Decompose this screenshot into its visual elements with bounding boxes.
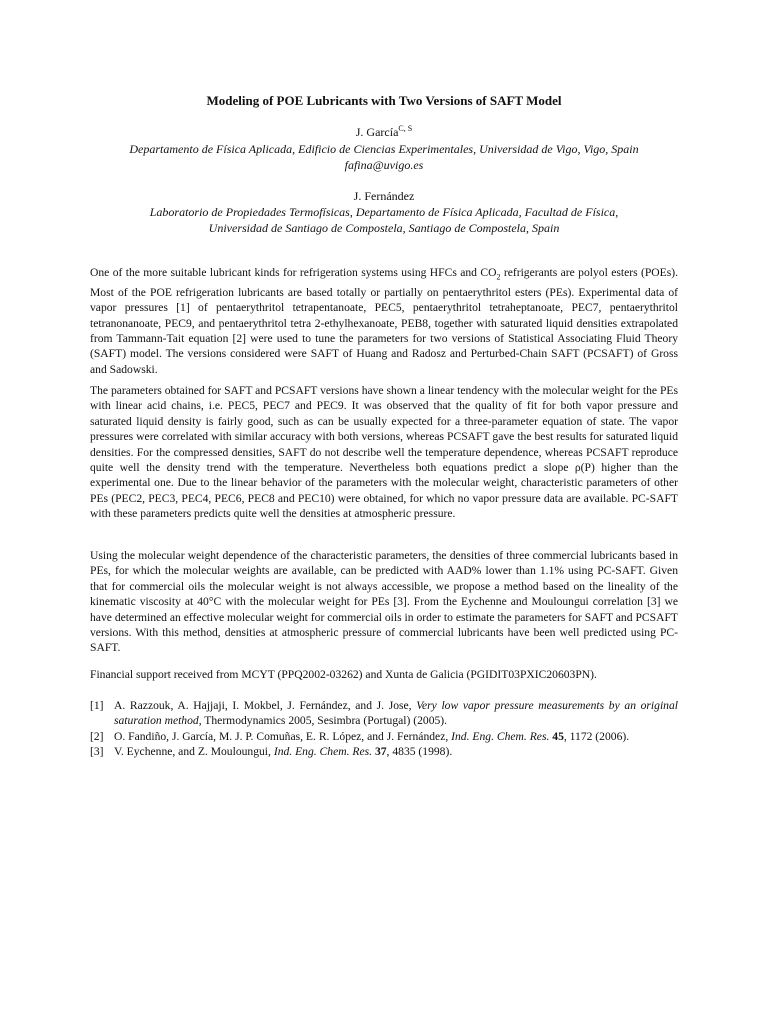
reference-text: O. Fandiño, J. García, M. J. P. Comuñas, E. R. López, and J. Fernández, Ind. Eng. Chem. Res. 45, 1172 (2006).: [114, 729, 630, 743]
paragraph-2-text: The parameters obtained for SAFT and PCSAFT versions have shown a linear tendency with the molecular weight for the PEs with linear acid chains, i.e. PEC5, PEC7 and PEC9. It was observed that the quality of fit for both vapor pressure and saturated liquid density is fairly good, such as can be usually expected for a three-parameter equation of state. The vapor pressures were correlated with similar accuracy with both versions, whereas PCSAFT gave the best results for saturated liquid densities. For the compressed densities, SAFT do not describe well the temperature dependence, whereas PCSAFT reproduce quite well the density trend with the temperature. Nevertheless both equations predict a slope ρ(P) higher than the experimental one. Due to the linear behavior of the parameters with the molecular weight, characteristic parameters of other PEs (PEC2, PEC3, PEC4, PEC6, PEC8 and PEC10) were obtained, for which no vapor pressure data are available. PC-SAFT with these parameters predicts quite well the densities at atmospheric pressure.: [90, 384, 678, 521]
author-2-name: J. Fernández: [353, 189, 415, 203]
author-1: [40, 124, 728, 140]
funding-statement: [90, 667, 678, 682]
paragraph-3-text: Using the molecular weight dependence of the characteristic parameters, the densities of three commercial lubricants based in PEs, for which the molecular weights are available, can be predicted with AAD% lower than 1.1% using PC-SAFT. Given that for commercial oils the molecular weight is not always accessible, we propose a method based on the lineality of the kinematic viscosity at 40°C with the molecular weight for PEs [3]. From the Eychenne and Mouloungui correlation [3] we have determined an effective molecular weight for commercial oils in order to estimate the parameters for SAFT and PCSAFT versions. With this method, densities at atmospheric pressure of commercial lubricants have been well predicted using PC-SAFT.: [90, 549, 678, 655]
paragraph-1-text-b: refrigerants are polyol esters (POEs). Most of the POE refrigeration lubricants are based totally or partially on pentaerythritol esters (PEs). Experimental data of vapor pressures [1] of pentaerythritol tetrapentanoate, PEC5, pentaerythritol tetraheptanoate, PEC7, pentaerythritol tetranonanoate, PEC9, and pentaerythritol tetra 2-ethylhexanoate, PEB8, together with saturated liquid densities extrapolated from Tammann-Tait equation [2] were used to tune the parameters for two versions of Statistical Associating Fluid Theory (SAFT) model. The versions considered were SAFT of Huang and Radosz and Perturbed-Chain SAFT (PCSAFT) of Gross and Sadowski.: [90, 266, 678, 376]
paragraph-1: [90, 265, 678, 377]
reference-item: [90, 744, 678, 759]
reference-number: [2]: [90, 729, 104, 743]
paragraph-3: [90, 548, 678, 656]
paper-title: Modeling of POE Lubricants with Two Versions of SAFT Model: [206, 93, 562, 108]
reference-item: [90, 698, 678, 729]
author-1-name: J. García: [355, 125, 399, 139]
references-list: [90, 698, 678, 760]
author-2-affiliation-line2: Universidad de Santiago de Compostela, Santiago de Compostela, Spain: [208, 221, 560, 235]
author-1-mark: C, S: [398, 124, 413, 133]
author-2-affiliation-line1: Laboratorio de Propiedades Termofísicas, Departamento de Física Aplicada, Facultad de Física,: [149, 205, 619, 219]
funding-text: Financial support received from MCYT (PPQ2002-03262) and Xunta de Galicia (PGIDIT03PXIC20603PN).: [90, 668, 597, 681]
reference-text: V. Eychenne, and Z. Mouloungui, Ind. Eng. Chem. Res. 37, 4835 (1998).: [114, 745, 453, 759]
paragraph-1-text-a: One of the more suitable lubricant kinds for refrigeration systems using HFCs and CO: [90, 266, 497, 279]
reference-item: [90, 729, 678, 744]
reference-number: [1]: [90, 699, 104, 712]
paragraph-2: [90, 383, 678, 522]
author-1-email: fafina@uvigo.es: [344, 158, 424, 172]
author-1-affiliation: Departamento de Física Aplicada, Edificio de Ciencias Experimentales, Universidad de Vigo, Vigo, Spain: [129, 142, 639, 156]
reference-text: A. Razzouk, A. Hajjaji, I. Mokbel, J. Fernández, and J. Jose, Very low vapor pressure measurements by an original saturation method, Thermodynamics 2005, Sesimbra (Portugal) (2005).: [114, 699, 678, 728]
reference-number: [3]: [90, 745, 104, 759]
co2-subscript: 2: [496, 272, 501, 282]
